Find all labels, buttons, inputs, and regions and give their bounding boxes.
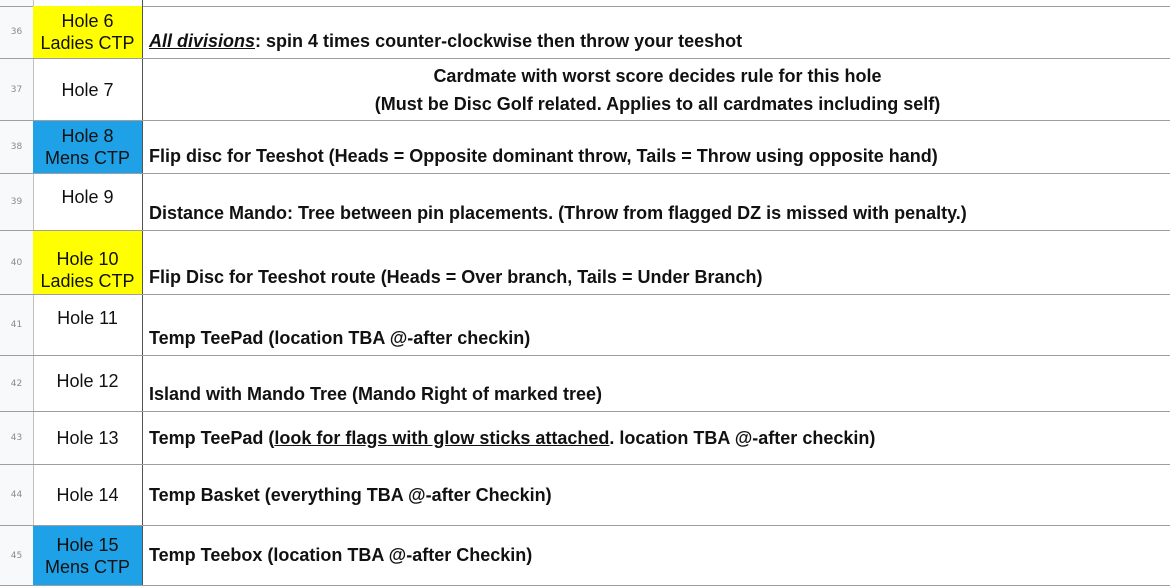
- table-row[interactable]: [0, 59, 1170, 121]
- row-number[interactable]: 44: [10, 490, 23, 500]
- ctp-label: Mens CTP: [44, 556, 131, 577]
- hole-cell[interactable]: [33, 295, 143, 355]
- table-row[interactable]: [0, 356, 1170, 412]
- row-number[interactable]: 36: [10, 27, 23, 37]
- table-row[interactable]: [0, 6, 1170, 59]
- row-number[interactable]: 39: [10, 197, 23, 207]
- hole-cell[interactable]: [33, 526, 143, 585]
- table-row[interactable]: [0, 231, 1170, 295]
- hole-label: Hole 11: [57, 308, 118, 328]
- row-number[interactable]: 38: [10, 142, 23, 152]
- row-number[interactable]: 41: [10, 320, 23, 330]
- row-number[interactable]: 37: [10, 84, 23, 95]
- hole-cell[interactable]: [33, 356, 143, 411]
- table-row[interactable]: [0, 465, 1170, 526]
- hole-label: Hole 8: [61, 126, 114, 146]
- hole-cell[interactable]: [33, 174, 143, 230]
- rule-text: Distance Mando: Tree between pin placements. (Throw from flagged DZ is missed with penalty.): [149, 203, 967, 223]
- rule-cell[interactable]: [143, 174, 1170, 230]
- row-number[interactable]: 40: [10, 257, 23, 268]
- table-row[interactable]: [0, 121, 1170, 174]
- hole-label: Hole 12: [56, 371, 119, 391]
- rule-cell[interactable]: [143, 231, 1170, 294]
- row-number[interactable]: 45: [10, 550, 23, 561]
- table-row[interactable]: [0, 412, 1170, 465]
- rule-text-underlined: look for flags with glow sticks attached: [274, 427, 610, 448]
- hole-cell[interactable]: [33, 465, 143, 525]
- hole-cell[interactable]: [33, 59, 143, 120]
- rule-cell[interactable]: [143, 121, 1170, 173]
- hole-cell[interactable]: [33, 6, 143, 58]
- hole-cell[interactable]: [33, 412, 143, 464]
- hole-label: Hole 14: [56, 485, 119, 505]
- rule-cell[interactable]: [143, 6, 1170, 58]
- rule-text: Temp Basket (everything TBA @-after Checkin): [149, 484, 552, 505]
- hole-label: Hole 7: [61, 79, 114, 100]
- table-row[interactable]: [0, 174, 1170, 231]
- rule-cell[interactable]: [143, 412, 1170, 464]
- rule-text-a: Temp TeePad (: [149, 427, 275, 448]
- table-row[interactable]: [0, 295, 1170, 356]
- rule-cell[interactable]: [143, 526, 1170, 585]
- hole-cell[interactable]: [33, 231, 143, 294]
- hole-label: Hole 13: [56, 428, 119, 448]
- row-number[interactable]: 43: [10, 433, 23, 443]
- rule-text-b: . location TBA @-after checkin): [609, 427, 876, 448]
- hole-label: Hole 9: [61, 187, 114, 207]
- rule-cell[interactable]: [143, 356, 1170, 411]
- ctp-label: Mens CTP: [44, 148, 131, 168]
- row-number[interactable]: 42: [10, 378, 23, 389]
- rule-cell[interactable]: [143, 465, 1170, 525]
- rule-text: Flip disc for Teeshot (Heads = Opposite dominant throw, Tails = Throw using opposite hand): [149, 146, 938, 166]
- rule-cell[interactable]: [143, 59, 1170, 120]
- rule-text: Temp TeePad (location TBA @-after checkin): [149, 328, 531, 348]
- rule-cell[interactable]: [143, 295, 1170, 355]
- hole-label: Hole 15: [56, 534, 119, 555]
- hole-label: Hole 10: [56, 249, 119, 269]
- ctp-label: Ladies CTP: [40, 33, 135, 53]
- table-row[interactable]: [0, 526, 1170, 586]
- rule-emphasis: All divisions: [149, 31, 256, 51]
- rule-text: : spin 4 times counter-clockwise then throw your teeshot: [255, 31, 743, 51]
- hole-cell[interactable]: [33, 121, 143, 173]
- rule-text: Flip Disc for Teeshot route (Heads = Over branch, Tails = Under Branch): [149, 267, 763, 287]
- ctp-label: Ladies CTP: [40, 271, 135, 291]
- hole-label: Hole 6: [61, 11, 114, 31]
- rule-text: Temp Teebox (location TBA @-after Checkin): [149, 545, 533, 565]
- rule-text: Island with Mando Tree (Mando Right of marked tree): [149, 384, 603, 404]
- rule-text-line1: Cardmate with worst score decides rule for this hole: [433, 65, 882, 86]
- rule-text-line2: (Must be Disc Golf related. Applies to all cardmates including self): [374, 93, 941, 114]
